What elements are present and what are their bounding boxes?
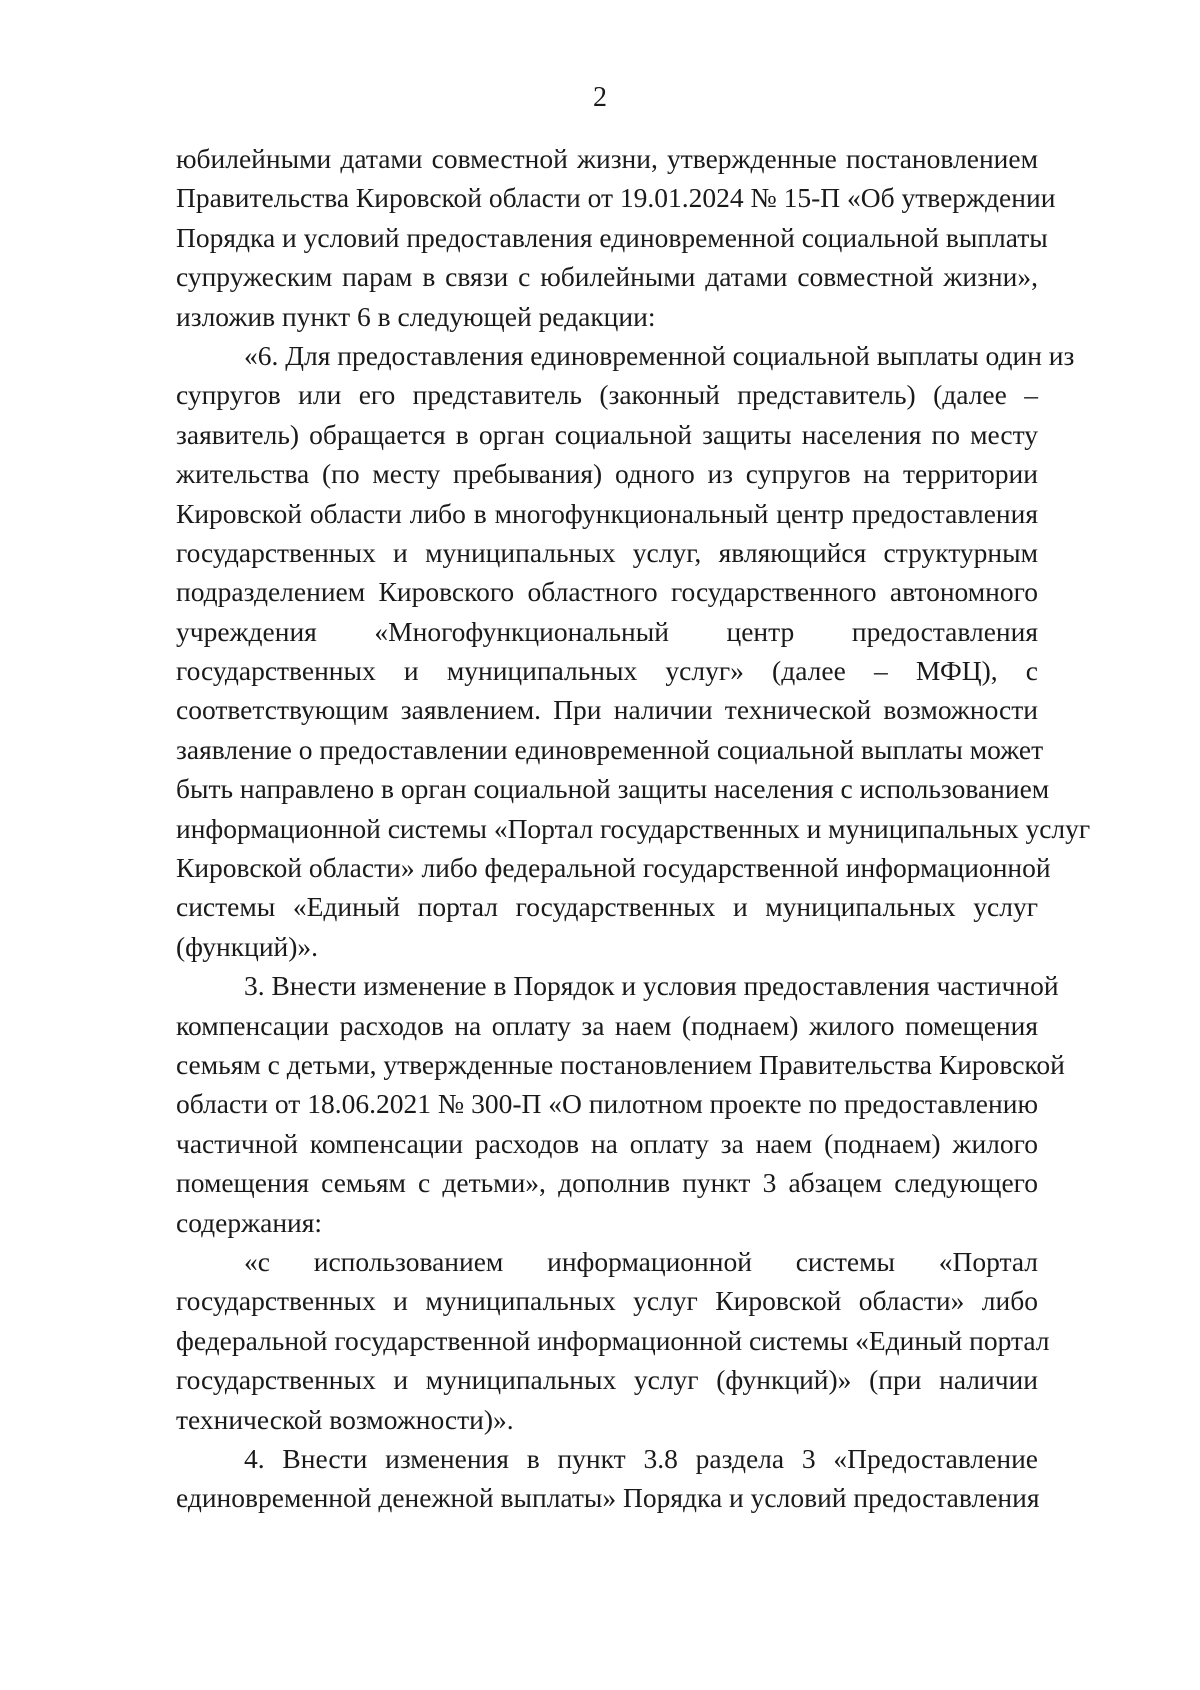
text-line: семьям с детьми, утвержденные постановлением Правительства Кировской	[176, 1048, 1065, 1080]
paragraph-p4	[176, 1242, 1050, 1439]
paragraph-p2	[176, 336, 1091, 966]
text-line: государственных и муниципальных услуг, являющийся структурным	[176, 536, 1038, 568]
text-line: супружеским парам в связи с юбилейными датами совместной жизни»,	[176, 261, 1038, 293]
text-line: жительства (по месту пребывания) одного из супругов на территории	[176, 458, 1038, 490]
text-line: федеральной государственной информационной системы «Единый портал	[176, 1324, 1050, 1356]
text-line: частичной компенсации расходов на оплату за наем (поднаем) жилого	[176, 1127, 1038, 1159]
text-line: технической возможности)».	[176, 1403, 514, 1435]
text-line: заявление о предоставлении единовременной социальной выплаты может	[176, 733, 1044, 765]
page-number: 2	[593, 82, 607, 113]
text-line: государственных и муниципальных услуг» (далее – МФЦ), с	[176, 655, 1038, 687]
text-line: системы «Единый портал государственных и муниципальных услуг	[176, 891, 1038, 923]
document-body	[176, 139, 1091, 1518]
text-line: компенсации расходов на оплату за наем (поднаем) жилого помещения	[176, 1009, 1038, 1041]
text-line: соответствующим заявлением. При наличии технической возможности	[176, 694, 1038, 726]
paragraph-p3	[176, 966, 1065, 1242]
text-line: информационной системы «Портал государственных и муниципальных услуг	[176, 812, 1091, 844]
text-line: единовременной денежной выплаты» Порядка и условий предоставления	[176, 1482, 1040, 1514]
text-line: Кировской области» либо федеральной государственной информационной	[176, 852, 1051, 884]
text-line: Правительства Кировской области от 19.01.2024 № 15-П «Об утверждении	[176, 182, 1056, 214]
text-line: содержания:	[176, 1206, 323, 1238]
text-line: заявитель) обращается в орган социальной защиты населения по месту	[176, 418, 1038, 450]
text-line: Порядка и условий предоставления единовременной социальной выплаты	[176, 221, 1048, 253]
text-line: «6. Для предоставления единовременной социальной выплаты один из	[244, 339, 1075, 371]
text-line: области от 18.06.2021 № 300-П «О пилотном проекте по предоставлению	[176, 1088, 1038, 1120]
text-line: юбилейными датами совместной жизни, утвержденные постановлением	[176, 143, 1038, 174]
text-line: учреждения «Многофункциональный центр предоставления	[176, 615, 1038, 647]
text-line: помещения семьям с детьми», дополнив пункт 3 абзацем следующего	[176, 1167, 1038, 1199]
text-line: государственных и муниципальных услуг (функций)» (при наличии	[176, 1364, 1038, 1396]
text-line: 3. Внести изменение в Порядок и условия предоставления частичной	[244, 970, 1059, 1002]
paragraph-p1	[176, 139, 1056, 336]
text-line: 4. Внести изменения в пункт 3.8 раздела 3 «Предоставление	[244, 1442, 1038, 1474]
text-line: изложив пункт 6 в следующей редакции:	[176, 300, 656, 332]
text-line: государственных и муниципальных услуг Кировской области» либо	[176, 1285, 1038, 1317]
text-line: Кировской области либо в многофункциональный центр предоставления	[176, 497, 1038, 529]
text-line: подразделением Кировского областного государственного автономного	[176, 576, 1038, 608]
text-line: быть направлено в орган социальной защиты населения с использованием	[176, 773, 1050, 805]
text-line: (функций)».	[176, 930, 319, 962]
text-line: «с использованием информационной системы «Портал	[244, 1245, 1038, 1277]
paragraph-p5	[176, 1439, 1038, 1518]
text-line: супругов или его представитель (законный представитель) (далее –	[176, 379, 1038, 411]
